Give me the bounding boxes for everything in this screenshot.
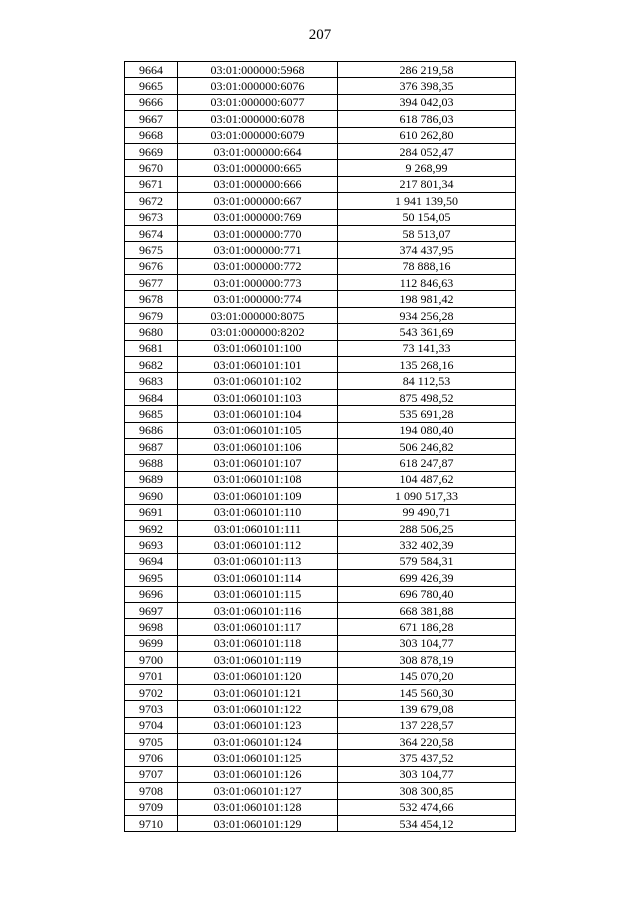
row-number-cell: 9701 <box>125 668 178 684</box>
cadastral-value-cell: 139 679,08 <box>338 701 516 717</box>
row-number-cell: 9680 <box>125 324 178 340</box>
cadastral-value-cell: 374 437,95 <box>338 242 516 258</box>
cadastral-value-cell: 1 941 139,50 <box>338 193 516 209</box>
cadastral-number-cell: 03:01:060101:116 <box>178 602 338 618</box>
table-row <box>125 488 516 504</box>
cadastral-number-cell: 03:01:060101:101 <box>178 357 338 373</box>
cadastral-number-cell: 03:01:000000:5968 <box>178 62 338 78</box>
cadastral-value-cell: 50 154,05 <box>338 209 516 225</box>
row-number-cell: 9664 <box>125 62 178 78</box>
row-number-cell: 9697 <box>125 602 178 618</box>
cadastral-number-cell: 03:01:000000:773 <box>178 275 338 291</box>
cadastral-value-cell: 532 474,66 <box>338 799 516 815</box>
cadastral-value-cell: 332 402,39 <box>338 537 516 553</box>
cadastral-value-cell: 543 361,69 <box>338 324 516 340</box>
table-row <box>125 291 516 307</box>
cadastral-number-cell: 03:01:000000:665 <box>178 160 338 176</box>
cadastral-value-cell: 610 262,80 <box>338 127 516 143</box>
table-row <box>125 225 516 241</box>
cadastral-number-cell: 03:01:000000:8075 <box>178 307 338 323</box>
cadastral-value-cell: 875 498,52 <box>338 389 516 405</box>
cadastral-number-cell: 03:01:060101:124 <box>178 734 338 750</box>
row-number-cell: 9692 <box>125 520 178 536</box>
table-row <box>125 455 516 471</box>
cadastral-value-cell: 99 490,71 <box>338 504 516 520</box>
cadastral-value-cell: 308 300,85 <box>338 783 516 799</box>
cadastral-number-cell: 03:01:060101:111 <box>178 520 338 536</box>
table-row <box>125 504 516 520</box>
table-row <box>125 701 516 717</box>
row-number-cell: 9693 <box>125 537 178 553</box>
row-number-cell: 9681 <box>125 340 178 356</box>
cadastral-value-cell: 934 256,28 <box>338 307 516 323</box>
row-number-cell: 9699 <box>125 635 178 651</box>
row-number-cell: 9696 <box>125 586 178 602</box>
cadastral-number-cell: 03:01:000000:664 <box>178 143 338 159</box>
cadastral-value-cell: 104 487,62 <box>338 471 516 487</box>
cadastral-number-cell: 03:01:060101:125 <box>178 750 338 766</box>
cadastral-number-cell: 03:01:000000:770 <box>178 225 338 241</box>
row-number-cell: 9700 <box>125 652 178 668</box>
cadastral-value-cell: 78 888,16 <box>338 258 516 274</box>
table-row <box>125 176 516 192</box>
cadastral-value-cell: 618 786,03 <box>338 111 516 127</box>
cadastral-value-cell: 194 080,40 <box>338 422 516 438</box>
row-number-cell: 9670 <box>125 160 178 176</box>
table-row <box>125 406 516 422</box>
row-number-cell: 9685 <box>125 406 178 422</box>
cadastral-value-cell: 534 454,12 <box>338 815 516 831</box>
table-row <box>125 258 516 274</box>
cadastral-number-cell: 03:01:000000:6077 <box>178 94 338 110</box>
row-number-cell: 9694 <box>125 553 178 569</box>
row-number-cell: 9691 <box>125 504 178 520</box>
cadastral-number-cell: 03:01:060101:117 <box>178 619 338 635</box>
cadastral-number-cell: 03:01:000000:667 <box>178 193 338 209</box>
row-number-cell: 9671 <box>125 176 178 192</box>
cadastral-value-cell: 394 042,03 <box>338 94 516 110</box>
cadastral-value-cell: 308 878,19 <box>338 652 516 668</box>
cadastral-number-cell: 03:01:060101:112 <box>178 537 338 553</box>
cadastral-value-cell: 364 220,58 <box>338 734 516 750</box>
cadastral-number-cell: 03:01:060101:128 <box>178 799 338 815</box>
cadastral-number-cell: 03:01:060101:121 <box>178 684 338 700</box>
cadastral-value-cell: 284 052,47 <box>338 143 516 159</box>
cadastral-value-cell: 58 513,07 <box>338 225 516 241</box>
cadastral-value-cell: 145 070,20 <box>338 668 516 684</box>
table-row <box>125 193 516 209</box>
table-row <box>125 275 516 291</box>
table-row <box>125 94 516 110</box>
cadastral-number-cell: 03:01:060101:104 <box>178 406 338 422</box>
row-number-cell: 9688 <box>125 455 178 471</box>
row-number-cell: 9686 <box>125 422 178 438</box>
cadastral-number-cell: 03:01:000000:772 <box>178 258 338 274</box>
cadastral-value-table <box>124 61 516 832</box>
cadastral-number-cell: 03:01:060101:109 <box>178 488 338 504</box>
row-number-cell: 9703 <box>125 701 178 717</box>
table-row <box>125 570 516 586</box>
cadastral-value-cell: 579 584,31 <box>338 553 516 569</box>
cadastral-value-cell: 375 437,52 <box>338 750 516 766</box>
cadastral-value-cell: 1 090 517,33 <box>338 488 516 504</box>
cadastral-value-cell: 145 560,30 <box>338 684 516 700</box>
cadastral-value-cell: 9 268,99 <box>338 160 516 176</box>
cadastral-value-cell: 217 801,34 <box>338 176 516 192</box>
table-row <box>125 799 516 815</box>
cadastral-number-cell: 03:01:060101:110 <box>178 504 338 520</box>
cadastral-value-cell: 135 268,16 <box>338 357 516 373</box>
table-row <box>125 537 516 553</box>
cadastral-number-cell: 03:01:060101:129 <box>178 815 338 831</box>
cadastral-number-cell: 03:01:000000:6078 <box>178 111 338 127</box>
cadastral-number-cell: 03:01:060101:102 <box>178 373 338 389</box>
table-row <box>125 815 516 831</box>
row-number-cell: 9676 <box>125 258 178 274</box>
row-number-cell: 9674 <box>125 225 178 241</box>
row-number-cell: 9710 <box>125 815 178 831</box>
table-body <box>125 62 516 832</box>
table-row <box>125 78 516 94</box>
row-number-cell: 9675 <box>125 242 178 258</box>
cadastral-value-cell: 84 112,53 <box>338 373 516 389</box>
table-row <box>125 307 516 323</box>
table-row <box>125 684 516 700</box>
table-row <box>125 471 516 487</box>
cadastral-number-cell: 03:01:060101:106 <box>178 438 338 454</box>
cadastral-number-cell: 03:01:060101:115 <box>178 586 338 602</box>
table-row <box>125 438 516 454</box>
cadastral-value-cell: 696 780,40 <box>338 586 516 602</box>
table-row <box>125 668 516 684</box>
cadastral-number-cell: 03:01:060101:118 <box>178 635 338 651</box>
table-row <box>125 717 516 733</box>
row-number-cell: 9706 <box>125 750 178 766</box>
row-number-cell: 9666 <box>125 94 178 110</box>
table-row <box>125 602 516 618</box>
table-row <box>125 635 516 651</box>
cadastral-value-cell: 303 104,77 <box>338 635 516 651</box>
row-number-cell: 9702 <box>125 684 178 700</box>
cadastral-number-cell: 03:01:000000:6076 <box>178 78 338 94</box>
cadastral-value-cell: 618 247,87 <box>338 455 516 471</box>
cadastral-number-cell: 03:01:060101:107 <box>178 455 338 471</box>
cadastral-value-cell: 112 846,63 <box>338 275 516 291</box>
table-row <box>125 373 516 389</box>
cadastral-value-cell: 699 426,39 <box>338 570 516 586</box>
row-number-cell: 9679 <box>125 307 178 323</box>
table-row <box>125 553 516 569</box>
table-row <box>125 652 516 668</box>
table-row <box>125 586 516 602</box>
table-row <box>125 242 516 258</box>
cadastral-number-cell: 03:01:060101:126 <box>178 766 338 782</box>
table-row <box>125 324 516 340</box>
cadastral-number-cell: 03:01:060101:119 <box>178 652 338 668</box>
cadastral-value-cell: 668 381,88 <box>338 602 516 618</box>
cadastral-number-cell: 03:01:000000:8202 <box>178 324 338 340</box>
table-row <box>125 389 516 405</box>
row-number-cell: 9689 <box>125 471 178 487</box>
table-row <box>125 143 516 159</box>
row-number-cell: 9705 <box>125 734 178 750</box>
table-row <box>125 750 516 766</box>
cadastral-number-cell: 03:01:060101:114 <box>178 570 338 586</box>
table-row <box>125 111 516 127</box>
cadastral-value-cell: 73 141,33 <box>338 340 516 356</box>
row-number-cell: 9682 <box>125 357 178 373</box>
cadastral-number-cell: 03:01:060101:127 <box>178 783 338 799</box>
row-number-cell: 9695 <box>125 570 178 586</box>
table-row <box>125 340 516 356</box>
cadastral-number-cell: 03:01:060101:103 <box>178 389 338 405</box>
cadastral-number-cell: 03:01:060101:100 <box>178 340 338 356</box>
row-number-cell: 9667 <box>125 111 178 127</box>
row-number-cell: 9673 <box>125 209 178 225</box>
cadastral-value-cell: 535 691,28 <box>338 406 516 422</box>
cadastral-value-cell: 137 228,57 <box>338 717 516 733</box>
table-row <box>125 209 516 225</box>
cadastral-number-cell: 03:01:000000:6079 <box>178 127 338 143</box>
row-number-cell: 9683 <box>125 373 178 389</box>
table-row <box>125 357 516 373</box>
row-number-cell: 9709 <box>125 799 178 815</box>
table-row <box>125 127 516 143</box>
table-row <box>125 619 516 635</box>
row-number-cell: 9677 <box>125 275 178 291</box>
row-number-cell: 9690 <box>125 488 178 504</box>
row-number-cell: 9687 <box>125 438 178 454</box>
cadastral-number-cell: 03:01:060101:123 <box>178 717 338 733</box>
cadastral-number-cell: 03:01:000000:771 <box>178 242 338 258</box>
cadastral-value-cell: 506 246,82 <box>338 438 516 454</box>
cadastral-value-cell: 671 186,28 <box>338 619 516 635</box>
row-number-cell: 9684 <box>125 389 178 405</box>
cadastral-value-cell: 303 104,77 <box>338 766 516 782</box>
table-row <box>125 160 516 176</box>
cadastral-number-cell: 03:01:000000:666 <box>178 176 338 192</box>
page-number: 207 <box>308 27 332 43</box>
cadastral-number-cell: 03:01:060101:108 <box>178 471 338 487</box>
row-number-cell: 9704 <box>125 717 178 733</box>
row-number-cell: 9698 <box>125 619 178 635</box>
cadastral-number-cell: 03:01:060101:122 <box>178 701 338 717</box>
table-row <box>125 62 516 78</box>
cadastral-value-cell: 288 506,25 <box>338 520 516 536</box>
row-number-cell: 9672 <box>125 193 178 209</box>
row-number-cell: 9669 <box>125 143 178 159</box>
table-row <box>125 520 516 536</box>
table-row <box>125 734 516 750</box>
row-number-cell: 9678 <box>125 291 178 307</box>
cadastral-number-cell: 03:01:000000:769 <box>178 209 338 225</box>
cadastral-number-cell: 03:01:000000:774 <box>178 291 338 307</box>
table-row <box>125 783 516 799</box>
table-row <box>125 422 516 438</box>
row-number-cell: 9708 <box>125 783 178 799</box>
table-row <box>125 766 516 782</box>
cadastral-value-cell: 198 981,42 <box>338 291 516 307</box>
cadastral-value-cell: 376 398,35 <box>338 78 516 94</box>
cadastral-number-cell: 03:01:060101:120 <box>178 668 338 684</box>
cadastral-value-cell: 286 219,58 <box>338 62 516 78</box>
row-number-cell: 9665 <box>125 78 178 94</box>
row-number-cell: 9707 <box>125 766 178 782</box>
cadastral-number-cell: 03:01:060101:113 <box>178 553 338 569</box>
cadastral-number-cell: 03:01:060101:105 <box>178 422 338 438</box>
row-number-cell: 9668 <box>125 127 178 143</box>
